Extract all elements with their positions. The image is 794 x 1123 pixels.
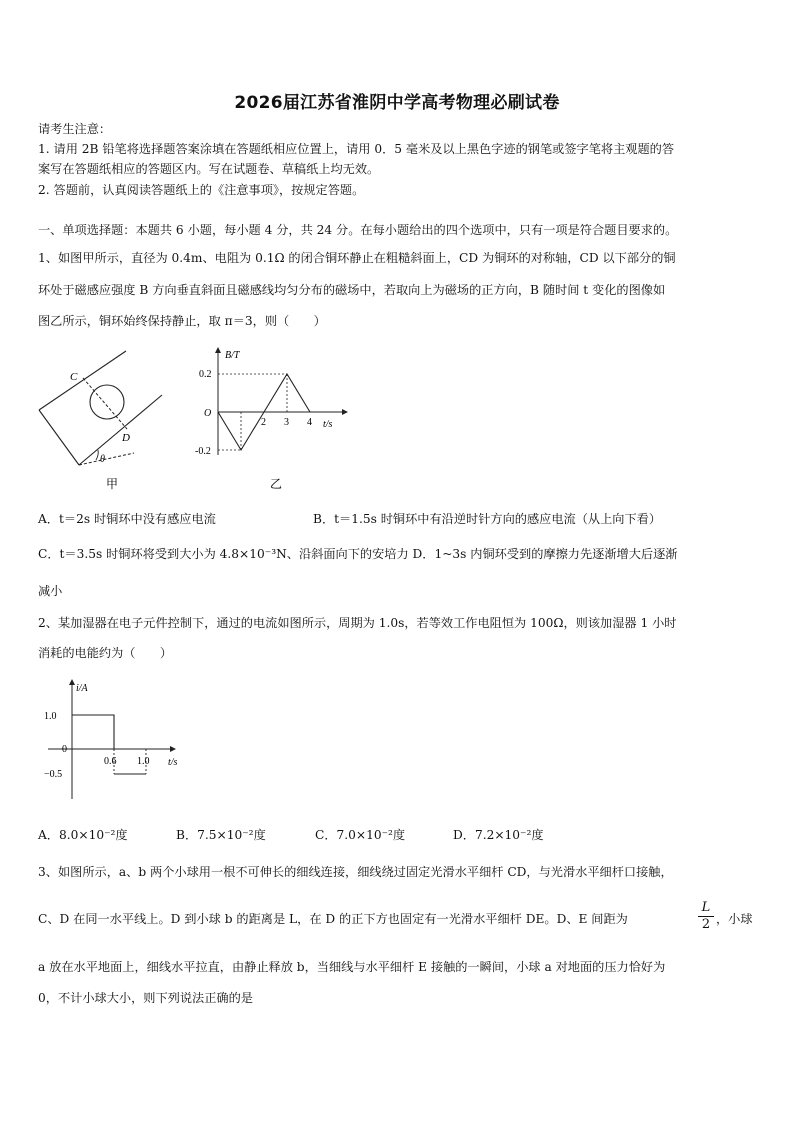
x-axis-label: t/s [168, 757, 178, 768]
q2-option-c: C．7.0×10⁻²度 [315, 828, 406, 842]
xtick-2: 2 [261, 417, 266, 428]
y-axis-label: i/A [76, 683, 88, 694]
label-c: C [70, 371, 78, 383]
caption-yi: 乙 [270, 477, 283, 491]
fraction-numerator: L [698, 900, 714, 917]
caption-jia: 甲 [106, 477, 119, 491]
fraction [698, 900, 714, 933]
q2-option-d: D．7.2×10⁻²度 [453, 828, 544, 842]
xtick-3: 3 [284, 417, 289, 428]
horizontal-reference [79, 453, 134, 465]
current-segment-positive [72, 715, 114, 749]
q1-option-c: C．t＝3.5s 时铜环将受到大小为 4.8×10⁻³N、沿斜面向下的安培力 D．1~3s 内铜环受到的摩擦力先逐渐增大后逐渐 [38, 547, 678, 561]
ytick-positive: 0.2 [199, 369, 212, 380]
origin-label: O [204, 408, 212, 419]
q3-line-2-text: C、D 在同一水平线上。D 到小球 b 的距离是 L，在 D 的正下方也固定有一光滑水平细杆 DE。D、E 间距为 [38, 912, 628, 926]
incline-edge-left [39, 410, 79, 465]
notice-item-1: 1. 请用 2B 铅笔将选择题答案涂填在答题纸相应位置上，请用 0．5 毫米及以上黑色字迹的钢笔或签字笔将主观题的答 [38, 142, 675, 156]
x-axis-label: t/s [323, 419, 333, 430]
xtick-0-6: 0.6 [104, 756, 117, 767]
figure-jia [34, 345, 174, 495]
section-heading: 一、单项选择题：本题共 6 小题，每小题 4 分，共 24 分。在每小题给出的四个选项中，只有一项是符合题目要求的。 [38, 223, 678, 237]
xtick-4: 4 [307, 417, 312, 428]
incline-edge-top [39, 351, 126, 410]
ytick-negative: -0.2 [195, 446, 211, 457]
q1-option-c-cont: 减小 [38, 584, 63, 598]
xtick-1-0: 1.0 [137, 756, 150, 767]
ytick-negative: −0.5 [44, 769, 63, 780]
q2-line-1: 2、某加湿器在电子元件控制下，通过的电流如图所示，周期为 1.0s，若等效工作电阻恒为 100Ω，则该加湿器 1 小时 [38, 616, 677, 630]
y-axis-arrow [69, 679, 75, 685]
q1-line-2: 环处于磁感应强度 B 方向垂直斜面且磁感线均匀分布的磁场中，若取向上为磁场的正方向，B 随时间 t 变化的图像如 [38, 283, 666, 297]
notice-item-1-cont: 案写在答题纸相应的答题区内。写在试题卷、草稿纸上均无效。 [38, 162, 380, 176]
notice-heading: 请考生注意： [38, 122, 112, 136]
q3-line-2 [38, 911, 628, 927]
incline-edge-bottom [79, 395, 162, 465]
page-title: 2026届江苏省淮阴中学高考物理必刷试卷 [234, 93, 560, 113]
origin-label: 0 [62, 744, 67, 755]
x-axis-arrow [342, 409, 348, 415]
q1-option-b: B．t＝1.5s 时铜环中有沿逆时针方向的感应电流（从上向下看） [313, 512, 662, 526]
copper-ring [90, 385, 124, 419]
q3-line-4: 0，不计小球大小，则下列说法正确的是 [38, 991, 253, 1005]
fraction-denominator: 2 [701, 917, 711, 932]
notice-item-2: 2. 答题前，认真阅读答题纸上的《注意事项》，按规定答题。 [38, 183, 365, 197]
label-d: D [122, 432, 130, 444]
q2-figure-chart [40, 677, 200, 805]
q3-line-1: 3、如图所示，a、b 两个小球用一根不可伸长的细线连接，细线绕过固定光滑水平细杆 CD，与光滑水平细杆口接触， [38, 865, 673, 879]
ytick-positive: 1.0 [44, 711, 57, 722]
y-axis-arrow [215, 347, 221, 353]
y-axis-label: B/T [225, 350, 240, 361]
x-axis-arrow [170, 746, 176, 752]
figure-yi-chart [192, 345, 352, 495]
angle-arc [96, 450, 98, 460]
q2-option-a: A．8.0×10⁻²度 [38, 828, 128, 842]
q1-line-1: 1、如图甲所示，直径为 0.4m、电阻为 0.1Ω 的闭合铜环静止在粗糙斜面上，CD 为铜环的对称轴，CD 以下部分的铜 [38, 251, 676, 265]
q2-line-2: 消耗的电能约为（ ） [38, 646, 173, 660]
label-theta: θ [100, 454, 105, 465]
q3-line-2-tail: ，小球 [716, 912, 753, 926]
q3-line-3: a 放在水平地面上，细线水平拉直，由静止释放 b，当细线与水平细杆 E 接触的一瞬间，小球 a 对地面的压力恰好为 [38, 960, 666, 974]
q2-option-b: B．7.5×10⁻²度 [176, 828, 266, 842]
q1-option-a: A．t＝2s 时铜环中没有感应电流 [38, 512, 216, 526]
q1-line-3: 图乙所示，铜环始终保持静止，取 π＝3，则（ ） [38, 314, 326, 328]
